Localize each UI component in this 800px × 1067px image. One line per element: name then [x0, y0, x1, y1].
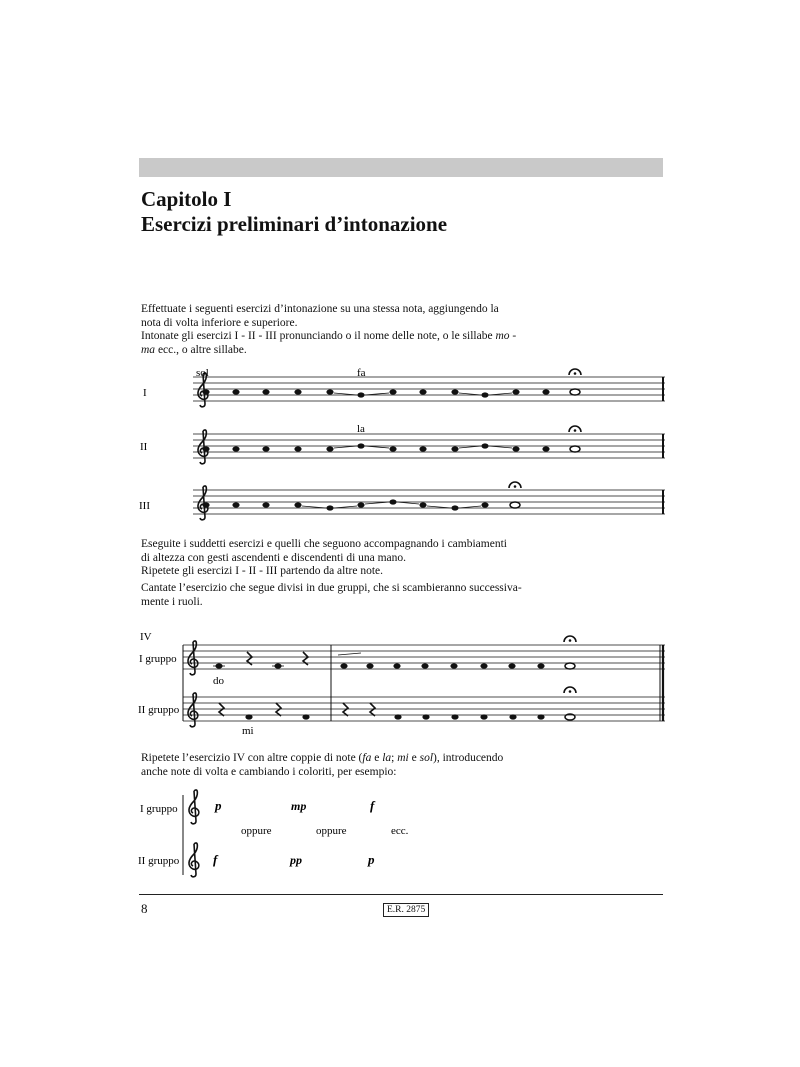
exercise-I-syllable-fa: fa: [357, 367, 366, 379]
exercise-III-staff: [139, 482, 665, 520]
exercise-IV-system: [138, 631, 665, 737]
intro-line-4: ma ecc., o altre sillabe.: [141, 343, 247, 356]
dynamic-mp: mp: [291, 799, 307, 813]
exercise-I-label: I: [143, 387, 147, 399]
middle-line-4: Cantate l’esercizio che segue divisi in due gruppi, che si scambieranno successiva-: [141, 582, 522, 594]
dynamics-example: [138, 790, 409, 877]
exercise-IV-note-do: do: [213, 675, 224, 687]
edition-number: E.R. 2875: [383, 903, 429, 917]
repeat-line-1: Ripetete l’esercizio IV con altre coppie di note (fa e la; mi e sol), introducendo: [141, 752, 504, 764]
treble-clef-icon: [189, 843, 199, 877]
middle-line-3: Ripetete gli esercizi I - II - III partendo da altre note.: [141, 565, 384, 578]
exercise-I-syllable-sol: sol: [196, 367, 209, 379]
treble-clef-icon: [188, 641, 198, 675]
exercise-IV-group2-label: II gruppo: [138, 704, 180, 716]
intro-line-3: Intonate gli esercizi I - II - III pronunciando o il nome delle note, o le sillabe mo -: [141, 330, 517, 343]
middle-line-5: mente i ruoli.: [141, 595, 203, 608]
repeat-line-2: anche note di volta e cambiando i coloriti, per esempio:: [141, 765, 397, 778]
exercise-IV-note-mi: mi: [242, 725, 254, 737]
intro-line-2: nota di volta inferiore e superiore.: [141, 316, 298, 329]
footer-rule: [139, 894, 663, 895]
exercise-III-label: III: [139, 500, 150, 512]
exercise-IV-label: IV: [140, 631, 152, 643]
oppure-label-1: oppure: [241, 825, 272, 837]
page-number: 8: [141, 901, 148, 916]
dynamics-group2-label: II gruppo: [138, 855, 180, 867]
chapter-title: Esercizi preliminari d’intonazione: [141, 212, 448, 236]
dynamics-group1-label: I gruppo: [140, 803, 178, 815]
dynamic-f: f: [370, 798, 375, 813]
ecc-label: ecc.: [391, 825, 409, 837]
middle-line-1: Eseguite i suddetti esercizi e quelli che seguono accompagnando i cambiamenti: [141, 538, 507, 550]
treble-clef-icon: [188, 693, 198, 727]
chapter-number: Capitolo I: [141, 187, 232, 211]
oppure-label-2: oppure: [316, 825, 347, 837]
exercise-II-label: II: [140, 441, 148, 453]
dynamic-p-lower: p: [368, 852, 375, 867]
exercise-II-staff: [140, 423, 665, 464]
dynamic-f-lower: f: [213, 852, 218, 867]
treble-clef-icon: [189, 790, 199, 824]
exercise-IV-group1-label: I gruppo: [139, 653, 177, 665]
intro-line-1: Effettuate i seguenti esercizi d’intonazione su una stessa nota, aggiungendo la: [141, 303, 499, 315]
middle-line-2: di altezza con gesti ascendenti e discendenti di una mano.: [141, 551, 407, 564]
dynamic-pp: pp: [290, 853, 302, 867]
exercise-II-syllable-la: la: [357, 423, 365, 435]
dynamic-p: p: [215, 798, 222, 813]
exercise-I-staff: [143, 367, 665, 407]
